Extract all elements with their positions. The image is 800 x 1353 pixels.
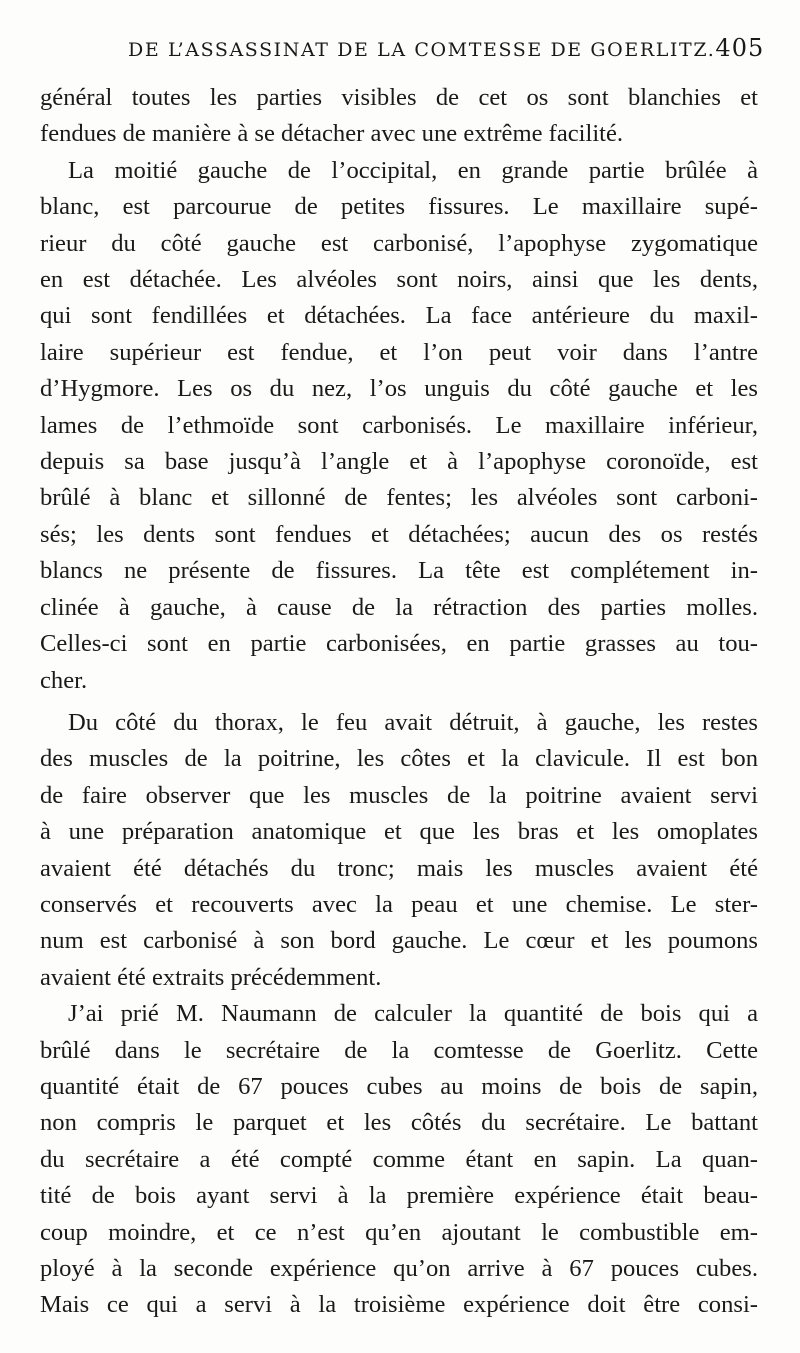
text-line: num est carbonisé à son bord gauche. Le cœur et les poumons — [40, 927, 758, 955]
text-line: fendues de manière à se détacher avec une extrême facilité. — [40, 120, 624, 148]
text-line: rieur du côté gauche est carbonisé, l’apophyse zygomatique — [40, 229, 758, 257]
text-line: blanc, est parcourue de petites fissures. Le maxillaire supé- — [40, 193, 758, 221]
text-line: du secrétaire a été compté comme étant en sapin. La quan- — [40, 1145, 758, 1173]
text-line: sés; les dents sont fendues et détachées; aucun des os restés — [40, 520, 758, 548]
running-title: DE L’ASSASSINAT DE LA COMTESSE DE GOERLITZ. — [128, 39, 716, 61]
text-line: Celles-ci sont en partie carbonisées, en partie grasses au tou- — [40, 630, 758, 658]
text-line: de faire observer que les muscles de la poitrine avaient servi — [40, 781, 758, 809]
text-line: depuis sa base jusqu’à l’angle et à l’apophyse coronoïde, est — [40, 448, 758, 476]
text-line: Du côté du thorax, le feu avait détruit, à gauche, les restes — [68, 708, 758, 736]
text-line: d’Hygmore. Les os du nez, l’os unguis du côté gauche et les — [40, 375, 758, 403]
paragraph-4 — [40, 996, 758, 1324]
text-line: à une préparation anatomique et que les bras et les omoplates — [40, 818, 758, 846]
running-head — [40, 34, 765, 74]
text-line: coup moindre, et ce n’est qu’en ajoutant le combustible em- — [40, 1218, 758, 1246]
text-line: non compris le parquet et les côtés du secrétaire. Le battant — [40, 1109, 758, 1137]
text-line: quantité était de 67 pouces cubes au moins de bois de sapin, — [40, 1072, 758, 1100]
body-text — [40, 80, 758, 1324]
text-line: La moitié gauche de l’occipital, en grande partie brûlée à — [68, 156, 758, 184]
text-line: avaient été extraits précédemment. — [40, 963, 382, 991]
page-number: 405 — [715, 34, 765, 62]
text-line: Mais ce qui a servi à la troisième expérience doit être consi- — [40, 1291, 758, 1319]
text-line: en est détachée. Les alvéoles sont noirs, ainsi que les dents, — [40, 266, 758, 294]
text-line: blancs ne présente de fissures. La tête est complétement in- — [40, 557, 758, 585]
paragraph-3 — [40, 705, 758, 996]
text-line: laire supérieur est fendue, et l’on peut voir dans l’antre — [40, 338, 758, 366]
text-line: général toutes les parties visibles de cet os sont blanchies et — [40, 84, 758, 111]
paragraph-1 — [40, 80, 758, 153]
text-line: brûlé dans le secrétaire de la comtesse de Goerlitz. Cette — [40, 1036, 758, 1064]
text-line: tité de bois ayant servi à la première expérience était beau- — [40, 1182, 758, 1210]
text-line: qui sont fendillées et détachées. La face antérieure du maxil- — [40, 302, 758, 330]
text-line: brûlé à blanc et sillonné de fentes; les alvéoles sont carboni- — [40, 484, 758, 512]
text-line: avaient été détachés du tronc; mais les muscles avaient été — [40, 854, 758, 882]
text-line: cher. — [40, 666, 88, 694]
paragraph-2 — [40, 153, 758, 699]
text-line: lames de l’ethmoïde sont carbonisés. Le maxillaire inférieur, — [40, 411, 758, 439]
text-line: ployé à la seconde expérience qu’on arrive à 67 pouces cubes. — [40, 1255, 758, 1282]
text-line: J’ai prié M. Naumann de calculer la quantité de bois qui a — [68, 1000, 758, 1028]
text-line: des muscles de la poitrine, les côtes et la clavicule. Il est bon — [40, 745, 758, 773]
text-line: conservés et recouverts avec la peau et une chemise. Le ster- — [40, 890, 758, 918]
text-line: clinée à gauche, à cause de la rétraction des parties molles. — [40, 593, 758, 621]
